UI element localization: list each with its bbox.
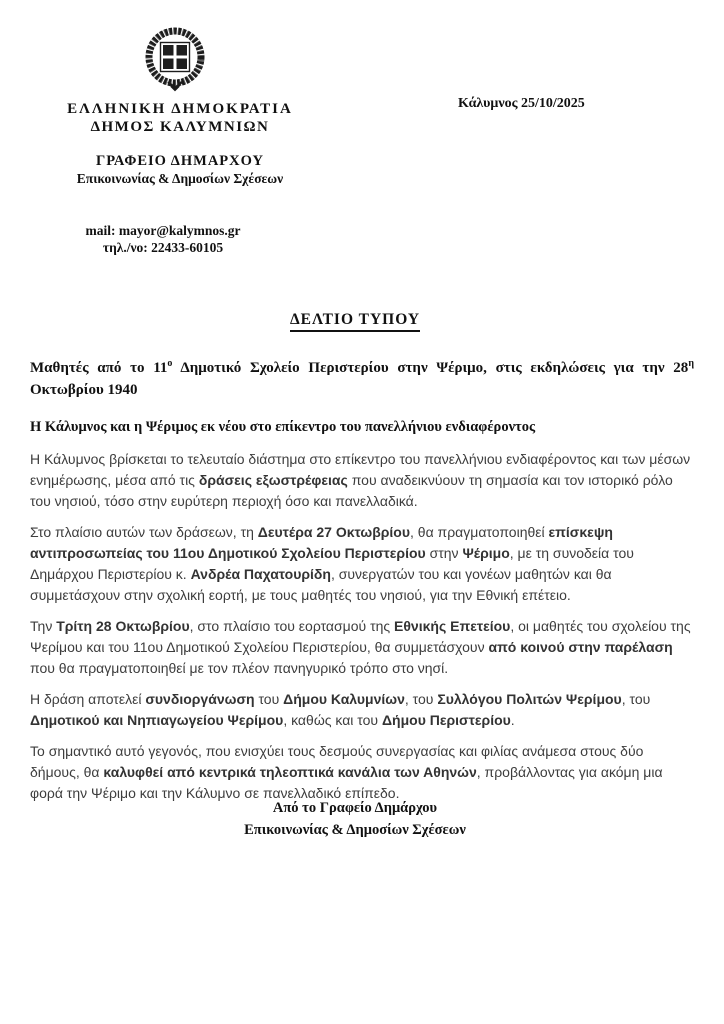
document-title-wrap xyxy=(0,311,710,332)
signature-line-1: Από το Γραφείο Δημάρχου xyxy=(272,800,438,816)
contact-info xyxy=(58,222,268,256)
place-and-date: Κάλυμνος 25/10/2025 xyxy=(458,96,585,111)
office-department: Επικοινωνίας & Δημοσίων Σχέσεων xyxy=(76,171,284,186)
paragraph-5: Το σημαντικό αυτό γεγονός, που ενισχύει τους δεσμούς συνεργασίας και φιλίας ανάμεσα στους δύο δήμους, θα καλυφθεί από κεντρικά τηλεοπτικά κανάλια των Αθηνών, προβάλλοντας για ακόμη μια φορά την Ψέριμο και την Κάλυμνο σε πανελλαδικό επίπεδο. xyxy=(30,743,663,801)
organization-header xyxy=(30,100,330,136)
municipality-name: ΔΗΜΟΣ ΚΑΛΥΜΝΙΩΝ xyxy=(90,119,270,135)
office-name: ΓΡΑΦΕΙΟ ΔΗΜΑΡΧΟΥ xyxy=(95,153,265,169)
paragraph-2: Στο πλαίσιο αυτών των δράσεων, τη Δευτέρα 27 Οκτωβρίου, θα πραγματοποιηθεί επίσκεψη αντιπροσωπείας του 11ου Δημοτικού Σχολείου Περιστερίου στην Ψέριμο, με τη συνοδεία του Δημάρχου Περιστερίου κ. Ανδρέα Παχατουρίδη, συνεργατών του και γονέων μαθητών και θα συμμετάσχουν στην σχολική εορτή, με τους μαθητές του νησιού, για την Εθνική επέτειο. xyxy=(30,524,634,603)
greek-national-emblem-icon xyxy=(144,26,206,96)
phone-line: τηλ./νο: 22433-60105 xyxy=(102,240,224,255)
paragraph-4: Η δράση αποτελεί συνδιοργάνωση του Δήμου Καλυμνίων, του Συλλόγου Πολιτών Ψερίμου, του Δημοτικού και Νηπιαγωγείου Ψερίμου, καθώς και του Δήμου Περιστερίου. xyxy=(30,691,651,728)
signature-line-2: Επικοινωνίας & Δημοσίων Σχέσεων xyxy=(244,822,466,838)
press-release-body xyxy=(30,449,694,814)
paragraph-1: Η Κάλυμνος βρίσκεται το τελευταίο διάστημα στο επίκεντρο του πανελλήνιου ενδιαφέροντος και των μέσων ενημέρωσης, μέσα από τις δράσεις εξωστρέφειας που αναδεικνύουν τη σημασία και τον ιστορικό ρόλο του νησιού, τόσο στην ευρύτερη περιοχή όσο και πανελλαδικά. xyxy=(30,451,691,509)
headline: Μαθητές από το $11^o$ Δημοτικό Σχολείο Περιστερίου στην Ψέριμο, στις εκδηλώσεις για την $28^\eta$ Οκτωβρίου 1940 xyxy=(30,358,694,398)
subtitle: Η Κάλυμνος και η Ψέριμος εκ νέου στο επίκεντρο του πανελλήνιου ενδιαφέροντος xyxy=(30,419,536,435)
paragraph-3: Την Τρίτη 28 Οκτωβρίου, στο πλαίσιο του εορτασμού της Εθνικής Επετείου, οι μαθητές του σχολείου της Ψερίμου και του 11ου Δημοτικού Σχολείου Περιστερίου, θα συμμετάσχουν από κοινού στην παρέλαση που θα πραγματοποιηθεί με τον πλέον πανηγυρικό τρόπο στο νησί. xyxy=(30,618,691,676)
email-line: mail: mayor@kalymnos.gr xyxy=(85,223,241,238)
republic-name: ΕΛΛΗΝΙΚΗ ΔΗΜΟΚΡΑΤΙΑ xyxy=(67,101,293,117)
signature-block xyxy=(0,797,710,841)
office-header xyxy=(30,152,330,187)
document-title: ΔΕΛΤΙΟ ΤΥΠΟΥ xyxy=(290,311,420,332)
